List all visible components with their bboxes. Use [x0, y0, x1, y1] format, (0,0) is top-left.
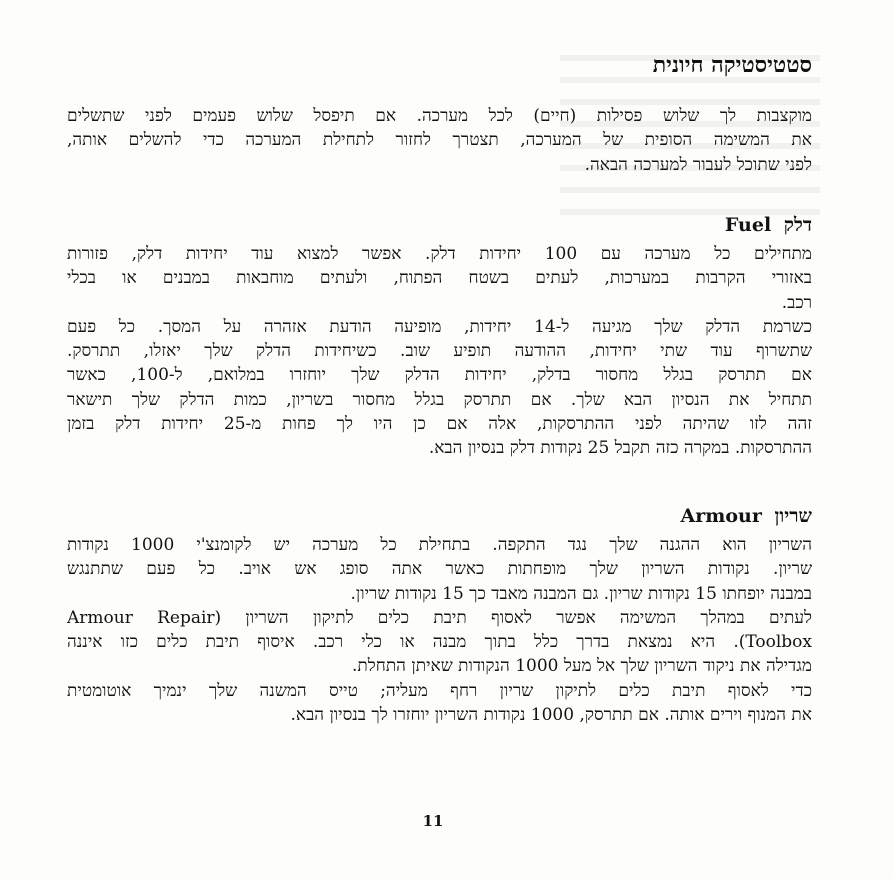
- text-line: לעתים במהלך המשימה אפשר לאסוף תיבת כלים לתיקון השריון (Armour Repair: [67, 607, 812, 628]
- text-line: במבנה יופחתו 15 נקודות שריון. גם המבנה מאבד כך 15 נקודות שריון.: [350, 583, 812, 604]
- text-line: כדי לאסוף תיבת כלים לתיקון שריון רחף מעליה; טייס המשנה שלך ינמיך אוטומטית: [67, 680, 812, 701]
- text-line: אם תתרסק בגלל מחסור בדלק, יחידות הדלק שלך יוחזרו במלואם, ל-100, כאשר: [67, 365, 812, 386]
- text-line: Toolbox). היא נמצאת בדרך כלל בתוך מבנה או כלי רכב. איסוף תיבת כלים כזו איננה: [67, 632, 812, 653]
- armour-heading: [67, 503, 812, 529]
- text-line: את המנוף וירים אותה. אם תתרסק, 1000 נקודות השריון יוחזרו לך בנסיון הבא.: [290, 705, 812, 726]
- armour-section: [67, 503, 812, 727]
- text-line: כשרמת הדלק שלך מגיעה ל-14 יחידות, מופיעה הודעת אזהרה על המסך. כל פעם: [67, 316, 813, 337]
- fuel-heading: [67, 212, 812, 238]
- page-number: 11: [422, 812, 444, 830]
- text-line: מתחילים כל מערכה עם 100 יחידות דלק. אפשר למצוא עוד יחידות דלק, פזורות: [67, 244, 812, 264]
- text-line: תתחיל את הנסיון הבא שלך. אם תתרסק בגלל מחסור בשריון, כמות הדלק שלך תישאר: [67, 389, 812, 410]
- text-line: רכב.: [781, 292, 812, 313]
- page-title: סטטיסטיקה חיונית: [652, 52, 812, 78]
- text-line: לפני שתוכל לעבור למערכה הבאה.: [584, 154, 812, 175]
- text-line: שתשרוף עוד שתי יחידות, ההודעה תופיע שוב. כשיחידות הדלק שלך יאזלו, תתרסק.: [67, 341, 812, 362]
- armour-heading-hebrew: שריון: [774, 505, 812, 527]
- text-line: זהה לזו שהיתה לפני ההתרסקות, אלה אם כן היו לך פחות מ-25 יחידות דלק בזמן: [67, 414, 812, 435]
- fuel-heading-hebrew: דלק: [783, 214, 812, 236]
- text-line: השריון הוא ההגנה שלך נגד התקפה. בתחילת כל מערכה יש לקומנצ'י 1000 נקודות: [67, 535, 812, 555]
- text-line: מוקצבות לך שלוש פסילות (חיים) לכל מערכה. אם תיפסל שלוש פעמים לפני שתשלים: [67, 106, 812, 126]
- armour-heading-english: Armour: [680, 505, 762, 527]
- text-line: באזורי הקרבות במערכות, לעתים בשטח הפתוח, ולעתים מוחבאות במבנים או בכלי: [67, 268, 812, 289]
- text-line: שריון. נקודות השריון שלך מופחתות כאשר אתה סופג אש אויב. כל פעם שתתנגש: [67, 559, 812, 580]
- fuel-section: [67, 212, 812, 461]
- fuel-heading-english: Fuel: [724, 214, 772, 236]
- intro-paragraph: [67, 104, 812, 177]
- text-line: את המשימה הסופית של המערכה, תצטרך לחזור לתחילת המערכה כדי להשלים אותה,: [67, 130, 812, 151]
- text-line: ההתרסקות. במקרה כזה תקבל 25 נקודות דלק בנסיון הבא.: [428, 438, 812, 459]
- text-line: מגדילה את ניקוד השריון שלך אל מעל 1000 הנקודות שאיתן התחלת.: [352, 656, 812, 677]
